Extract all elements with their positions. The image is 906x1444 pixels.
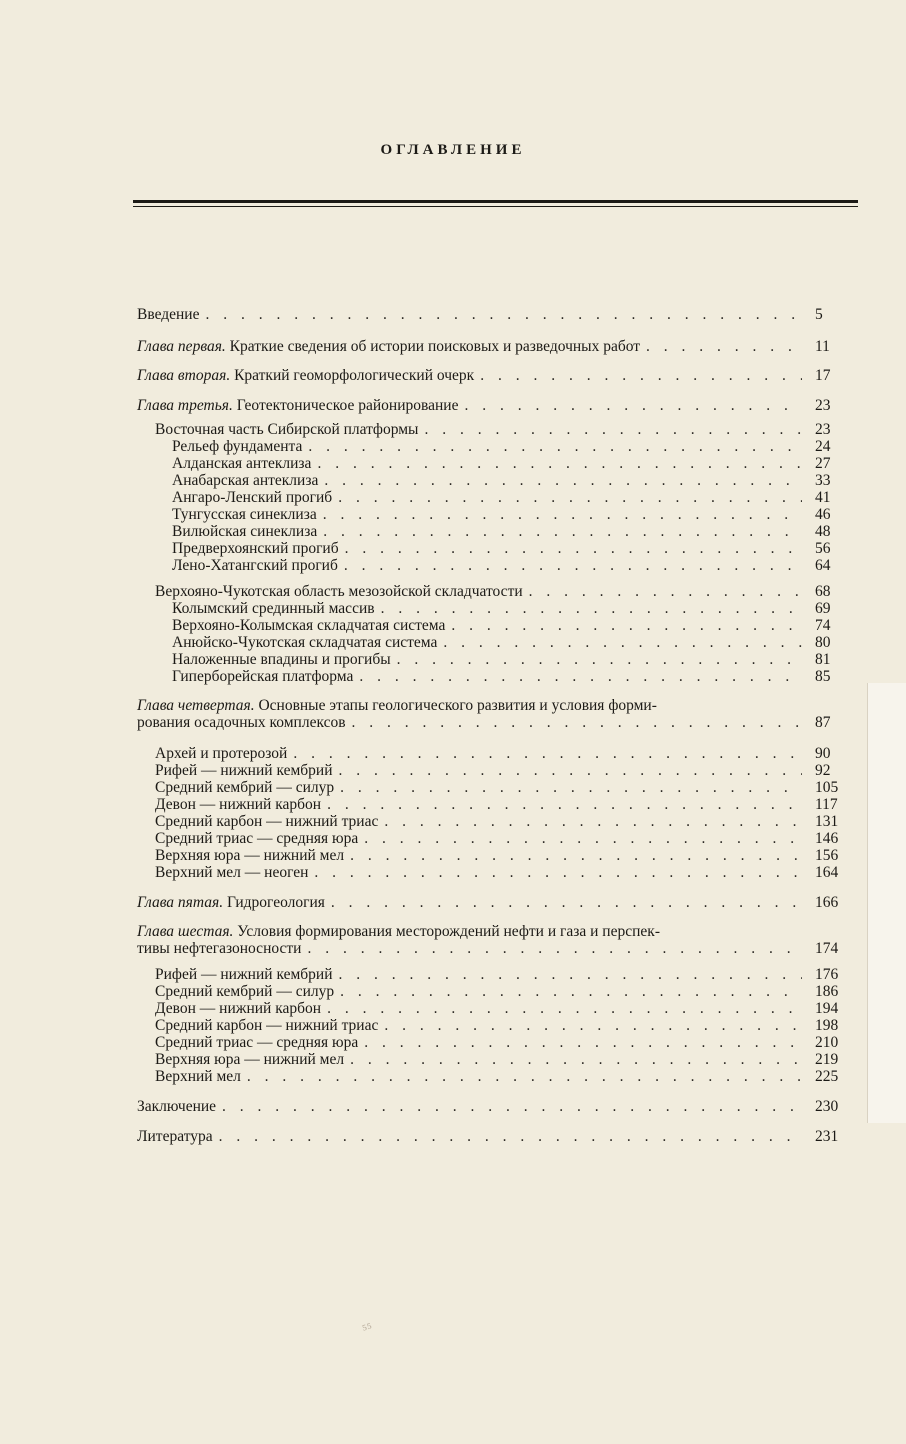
page-number: 64	[815, 557, 831, 574]
page-number: 219	[815, 1051, 839, 1068]
dot-leader	[340, 779, 802, 796]
page-number: 69	[815, 600, 831, 617]
chapter-title: Геотектоническое районирование	[236, 397, 459, 414]
chapter-prefix: Глава вторая.	[137, 367, 231, 384]
toc-entry-title: Верхний мел	[155, 1068, 241, 1085]
dot-leader	[324, 472, 802, 489]
page-number: 74	[815, 617, 831, 634]
page-number: 27	[815, 455, 831, 472]
dot-leader	[222, 1098, 802, 1115]
toc-entry-title: Верхний мел — неоген	[155, 864, 309, 881]
toc-entry[interactable]	[172, 540, 808, 557]
toc-entry[interactable]	[155, 983, 808, 1000]
toc-entry-title: Гиперборейская платформа	[172, 668, 354, 685]
page-number: 225	[815, 1068, 839, 1085]
page-number: 46	[815, 506, 831, 523]
page-number: 23	[815, 397, 831, 414]
toc-entry[interactable]	[155, 745, 808, 762]
toc-entry-title: Тунгусская синеклиза	[172, 506, 317, 523]
toc-entry[interactable]	[137, 306, 808, 323]
toc-entry-title: Рифей — нижний кембрий	[155, 966, 333, 983]
toc-entry[interactable]	[172, 506, 808, 523]
dot-leader	[338, 489, 802, 506]
dot-leader	[247, 1068, 802, 1085]
dot-leader	[314, 864, 802, 881]
toc-entry[interactable]	[155, 1051, 808, 1068]
toc-entry-title: Введение	[137, 306, 200, 323]
toc-entry[interactable]	[172, 523, 808, 540]
dot-leader	[529, 583, 802, 600]
dot-leader	[350, 1051, 802, 1068]
toc-entry-line1	[137, 923, 660, 940]
page-number: 92	[815, 762, 831, 779]
toc-entry[interactable]	[155, 813, 808, 830]
dot-leader	[205, 306, 802, 323]
toc-entry-title: Рельеф фундамента	[172, 438, 303, 455]
toc-entry[interactable]	[155, 847, 808, 864]
page-number: 231	[815, 1128, 839, 1145]
header-rule-thick	[133, 200, 858, 203]
toc-entry[interactable]	[155, 1000, 808, 1017]
dot-leader	[384, 1017, 802, 1034]
toc-entry-title: Верхняя юра — нижний мел	[155, 847, 345, 864]
page-title: ОГЛАВЛЕНИЕ	[380, 142, 526, 158]
page-number: 90	[815, 745, 831, 762]
chapter-prefix: Глава первая.	[137, 338, 226, 355]
toc-entry-title: Средний кембрий — силур	[155, 983, 335, 1000]
dot-leader	[381, 600, 802, 617]
page-number: 210	[815, 1034, 839, 1051]
chapter-title: Краткий геоморфологический очерк	[234, 367, 475, 384]
page-number: 164	[815, 864, 839, 881]
dot-leader	[364, 830, 802, 847]
page-number: 117	[815, 796, 838, 813]
dot-leader	[293, 745, 802, 762]
dot-leader	[443, 634, 802, 651]
toc-entry-title: Лено-Хатангский прогиб	[172, 557, 338, 574]
toc-entry-title: Колымский срединный массив	[172, 600, 375, 617]
chapter-title: Гидрогеология	[226, 894, 325, 911]
toc-entry[interactable]	[137, 1098, 808, 1115]
toc-entry[interactable]	[172, 489, 808, 506]
page-number: 230	[815, 1098, 839, 1115]
dot-leader	[424, 421, 802, 438]
dot-leader	[464, 397, 802, 414]
toc-entry-title: Средний триас — средняя юра	[155, 1034, 359, 1051]
header-rule-thin	[133, 206, 858, 207]
toc-entry[interactable]	[155, 779, 808, 796]
dot-leader	[327, 796, 802, 813]
toc-entry-title: Средний триас — средняя юра	[155, 830, 359, 847]
toc-entry-title: Средний кембрий — силур	[155, 779, 335, 796]
page-edge-strip	[867, 683, 906, 1123]
toc-entry-title: Анюйско-Чукотская складчатая система	[172, 634, 438, 651]
toc-entry[interactable]	[172, 438, 808, 455]
toc-entry[interactable]	[155, 864, 808, 881]
dot-leader	[323, 523, 802, 540]
toc-entry[interactable]	[155, 583, 808, 600]
dot-leader	[219, 1128, 802, 1145]
page-number: 176	[815, 966, 839, 983]
page-number: 41	[815, 489, 831, 506]
toc-entry[interactable]	[155, 421, 808, 438]
toc-entry-title: Литература	[137, 1128, 213, 1145]
chapter-prefix: Глава четвертая.	[137, 697, 255, 714]
page-number: 174	[815, 940, 839, 957]
toc-entry[interactable]	[155, 830, 808, 847]
toc-entry-title: Алданская антеклиза	[172, 455, 312, 472]
dot-leader	[364, 1034, 802, 1051]
toc-entry[interactable]	[172, 557, 808, 574]
toc-entry[interactable]	[172, 617, 808, 634]
toc-entry-title: Заключение	[137, 1098, 217, 1115]
toc-entry-title: Рифей — нижний кембрий	[155, 762, 333, 779]
page-number: 56	[815, 540, 831, 557]
page-number: 87	[815, 714, 831, 731]
dot-leader	[308, 438, 802, 455]
toc-entry[interactable]	[155, 1068, 808, 1085]
toc-entry-title	[137, 338, 640, 355]
toc-entry[interactable]	[172, 472, 808, 489]
toc-entry-title: Предверхоянский прогиб	[172, 540, 339, 557]
page-number: 5	[815, 306, 823, 323]
dot-leader	[480, 367, 802, 384]
page-number: 48	[815, 523, 831, 540]
dot-leader	[352, 714, 802, 731]
library-stamp-mark: ⁵⁵	[360, 1320, 375, 1339]
toc-entry-title: Основные этапы геологического развития и условия форми-	[254, 697, 657, 714]
page-number: 146	[815, 830, 839, 847]
toc-entry-continuation: рования осадочных комплексов	[137, 714, 346, 731]
toc-entry[interactable]	[137, 367, 808, 384]
toc-entry-title: Наложенные впадины и прогибы	[172, 651, 391, 668]
toc-entry[interactable]	[172, 600, 808, 617]
toc-entry[interactable]	[172, 455, 808, 472]
page-number: 68	[815, 583, 831, 600]
toc-entry-title	[137, 894, 325, 911]
page-number: 186	[815, 983, 839, 1000]
toc-entry-continuation: тивы нефтегазоносности	[137, 940, 302, 957]
chapter-title: Краткие сведения об истории поисковых и разведочных работ	[229, 338, 641, 355]
dot-leader	[323, 506, 802, 523]
page-number: 81	[815, 651, 831, 668]
toc-entry[interactable]	[137, 894, 808, 911]
page-number: 23	[815, 421, 831, 438]
toc-entry-title: Средний карбон — нижний триас	[155, 813, 379, 830]
dot-leader	[331, 894, 802, 911]
page-number: 166	[815, 894, 839, 911]
toc-entry-title: Верхояно-Колымская складчатая система	[172, 617, 446, 634]
toc-entry[interactable]	[137, 397, 808, 414]
dot-leader	[384, 813, 802, 830]
toc-entry-title	[137, 397, 458, 414]
dot-leader	[345, 540, 802, 557]
toc-entry[interactable]	[137, 714, 808, 731]
dot-leader	[359, 668, 802, 685]
toc-entry[interactable]	[155, 762, 808, 779]
dot-leader	[339, 762, 802, 779]
toc-entry[interactable]	[155, 1017, 808, 1034]
toc-entry-title: Восточная часть Сибирской платформы	[155, 421, 419, 438]
page-number: 105	[815, 779, 839, 796]
toc-entry[interactable]	[172, 651, 808, 668]
toc-entry-title: Анабарская антеклиза	[172, 472, 319, 489]
dot-leader	[350, 847, 802, 864]
page-number: 198	[815, 1017, 839, 1034]
toc-entry[interactable]	[155, 796, 808, 813]
toc-entry-title: Архей и протерозой	[155, 745, 288, 762]
toc-entry[interactable]	[137, 1128, 808, 1145]
dot-leader	[451, 617, 802, 634]
toc-entry[interactable]	[155, 966, 808, 983]
page-number: 80	[815, 634, 831, 651]
page-number: 131	[815, 813, 839, 830]
page-number: 24	[815, 438, 831, 455]
toc-entry-line1	[137, 697, 657, 714]
dot-leader	[327, 1000, 802, 1017]
dot-leader	[397, 651, 802, 668]
page-number: 11	[815, 338, 830, 355]
page-number: 17	[815, 367, 831, 384]
dot-leader	[307, 940, 802, 957]
dot-leader	[317, 455, 802, 472]
page-number: 194	[815, 1000, 839, 1017]
page-number: 85	[815, 668, 831, 685]
toc-entry-title: Девон — нижний карбон	[155, 796, 322, 813]
toc-entry[interactable]	[137, 940, 808, 957]
toc-entry-title: Вилюйская синеклиза	[172, 523, 318, 540]
page-number: 156	[815, 847, 839, 864]
dot-leader	[344, 557, 802, 574]
chapter-prefix: Глава третья.	[137, 397, 233, 414]
toc-entry-title: Верхояно-Чукотская область мезозойской складчатости	[155, 583, 523, 600]
toc-entry-title: Девон — нижний карбон	[155, 1000, 322, 1017]
toc-entry[interactable]	[172, 668, 808, 685]
toc-entry-title: Средний карбон — нижний триас	[155, 1017, 379, 1034]
toc-entry[interactable]	[155, 1034, 808, 1051]
chapter-prefix: Глава шестая.	[137, 923, 234, 940]
dot-leader	[339, 966, 802, 983]
toc-entry-title: Ангаро-Ленский прогиб	[172, 489, 333, 506]
dot-leader	[340, 983, 802, 1000]
toc-entry-title: Условия формирования месторождений нефти и газа и перспек-	[233, 923, 660, 940]
dot-leader	[646, 338, 802, 355]
toc-entry[interactable]	[137, 338, 808, 355]
toc-entry-title	[137, 367, 474, 384]
chapter-prefix: Глава пятая.	[137, 894, 224, 911]
toc-entry[interactable]	[172, 634, 808, 651]
toc-entry-title: Верхняя юра — нижний мел	[155, 1051, 345, 1068]
page-number: 33	[815, 472, 831, 489]
